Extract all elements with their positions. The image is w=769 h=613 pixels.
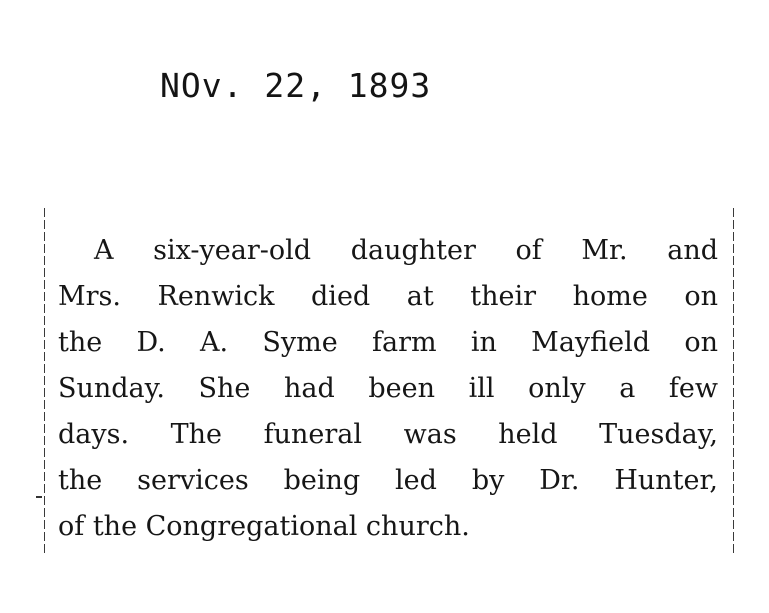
article-line: days. The funeral was held Tuesday, [58,419,718,450]
article-line: the D. A. Syme farm in Mayfield on [58,327,718,358]
article-line: of the Congregational church. [58,511,470,542]
column-rule-right [733,208,734,554]
newspaper-clipping [44,208,734,554]
article-line: Mrs. Renwick died at their home on [58,281,718,312]
obituary-article [58,228,718,550]
column-rule-mark [36,496,42,498]
column-rule-left [44,208,45,554]
clipping-date: NOv. 22, 1893 [160,66,432,105]
article-line: Sunday. She had been ill only a few [58,373,718,404]
article-line: the services being led by Dr. Hunter, [58,465,718,496]
article-line: A six-year-old daughter of Mr. and [94,235,718,266]
